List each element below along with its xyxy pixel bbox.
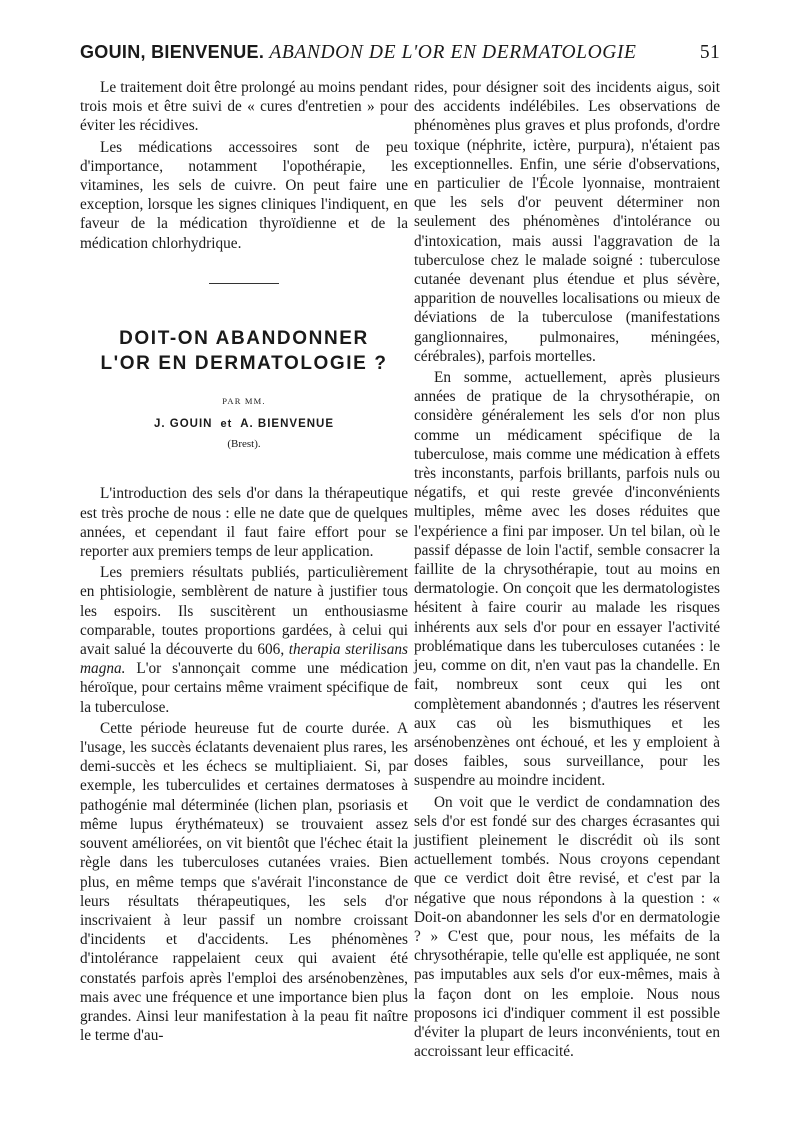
author-2: A. BIENVENUE [240, 418, 335, 431]
article-title-line-1: DOIT-ON ABANDONNER [119, 327, 369, 349]
running-header [80, 42, 720, 72]
author-connector: et [220, 418, 233, 431]
italic-phrase: therapia sterilisans magna. [80, 641, 408, 678]
par-mm-label: PAR MM. [222, 395, 266, 406]
text-run: L'or s'annonçait comme une médication héroïque, pour certains même vraiment spécifique de la tuberculose. [80, 660, 408, 716]
body-paragraph [80, 563, 408, 717]
article-title-line-2: L'OR EN DERMATOLOGIE ? [100, 352, 388, 374]
intro-paragraph: Le traitement doit être prolongé au moins pendant trois mois et être suivi de « cures d'entretien » pour éviter les récidives. [80, 79, 408, 135]
text-run: Les premiers résultats publiés, particulièrement en phtisiologie, semblèrent de nature à justifier tous les espoirs. Ils suscitèrent un enthousiasme comparable, toutes proportions gardées, à celui qui avait salué la découverte du 606, [80, 564, 408, 659]
body-paragraph: On voit que le verdict de condamnation des sels d'or est fondé sur des charges écrasantes qui justifient pleinement le discrédit où ils sont actuellement tombés. Nous croyons cependant que ce verdict doit être revisé, et c'est par la négative que nous répondons à la question : « Doit-on abandonner les sels d'or en dermatologie ? » C'est que, pour nous, les méfaits de la chrysothérapie, telle qu'elle est appliquée, ne sont pas imputables aux sels d'or eux-mêmes, mais à la façon dont on les emploie. Nous nous proposons ici d'indiquer comment il est possible d'éviter la plupart de leurs inconvénients, tout en accroissant leur efficacité. [414, 793, 720, 1061]
section-divider [209, 283, 279, 284]
author-1: J. GOUIN [153, 418, 213, 431]
intro-paragraph: Les médications accessoires sont de peu d'importance, notamment l'opothérapie, les vitamines, les sels de cuivre. On peut faire une exception, lorsque les signes cliniques l'indiquent, en faveur de la médication thyroïdienne et de la médication chlorhydrique. [80, 138, 408, 252]
body-paragraph-continued: rides, pour désigner soit des incidents aigus, soit des accidents indélébiles. Les observations de phénomènes plus graves et plus profonds, d'ordre toxique (néphrite, ictère, purpura), n'étaient pas exceptionnelles. Enfin, une série d'observations, en particulier de l'École lyonnaise, montraient que les sels d'or peuvent déterminer non seulement des phénomènes d'intolérance ou d'intoxication, mais aussi l'aggravation de la tuberculose chez le malade soigné : tuberculose cutanée devenant plus étendue et plus sévère, apparition de nouvelles localisations ou mieux de déviations de la tuberculose (manifestations ganglionnaires, pulmonaires, méningées, cérébrales), parfois mortelles. [414, 79, 720, 365]
byline [80, 415, 408, 434]
header-authors: GOUIN, BIENVENUE. [80, 42, 265, 62]
body-paragraph: L'introduction des sels d'or dans la thérapeutique est très proche de nous : elle ne date que de quelques années, et cependant il faut faire effort pour se reporter aux premiers temps de leur application. [80, 485, 408, 561]
header-running-title: ABANDON DE L'OR EN DERMATOLOGIE [269, 42, 637, 63]
article-title [80, 326, 408, 376]
body-paragraph: En somme, actuellement, après plusieurs années de pratique de la chrysothérapie, on considère généralement les sels d'or non plus comme un médicament spécifique de la tuberculose, mais comme une médication à effets très inconstants, parfois brillants, parfois nuls ou négatifs, et qui reste grevée d'inconvénients multiples, même avec les doses réduites que l'expérience a fini par imposer. Un tel bilan, où le passif dépasse de loin l'actif, semble consacrer la faillite de la chrysothérapie, tout au moins en dermatologie. On conçoit que les dermatologistes hésitent à faire courir au malade les risques inhérents aux sels d'or pour en essayer l'activité problématique dans les tuberculoses cutanées : le jeu, comme on dit, n'en vaut pas la chandelle. En fait, nombreux sont ceux qui les ont complètement abandonnés ; d'autres les réservent aux cas où les bismuthiques et les arsénobenzènes ont échoué, et les y emploient à doses faibles, sous surveillance, pour les suspendre au moindre incident. [414, 369, 720, 790]
affiliation: (Brest). [227, 438, 261, 451]
page-number: 51 [699, 42, 720, 63]
left-column [80, 78, 408, 1047]
body-paragraph: Cette période heureuse fut de courte durée. A l'usage, les succès éclatants devenaient plus rares, les demi-succès et les échecs se multipliaient. Si, par exemple, les tuberculides et certaines dermatoses à pathogénie mal déterminée (lichen plan, psoriasis et même lupus érythémateux) se trouvaient assez souvent améliorées, on vit bientôt que l'échec était la règle dans les tuberculoses cutanées vraies. Bien plus, en même temps que s'avérait l'inconstance de leurs résultats thérapeutiques, les sels d'or inscrivaient à leur passif un nombre croissant d'incidents et d'accidents. Les phénomènes d'intolérance rappelaient ceux qui avaient été constatés parfois après l'emploi des arsénobenzènes, mais avec une fréquence et une importance bien plus grandes. Ainsi leur manifestation à la peau fit naître le terme d'au- [80, 719, 408, 1045]
right-column [414, 78, 720, 1063]
